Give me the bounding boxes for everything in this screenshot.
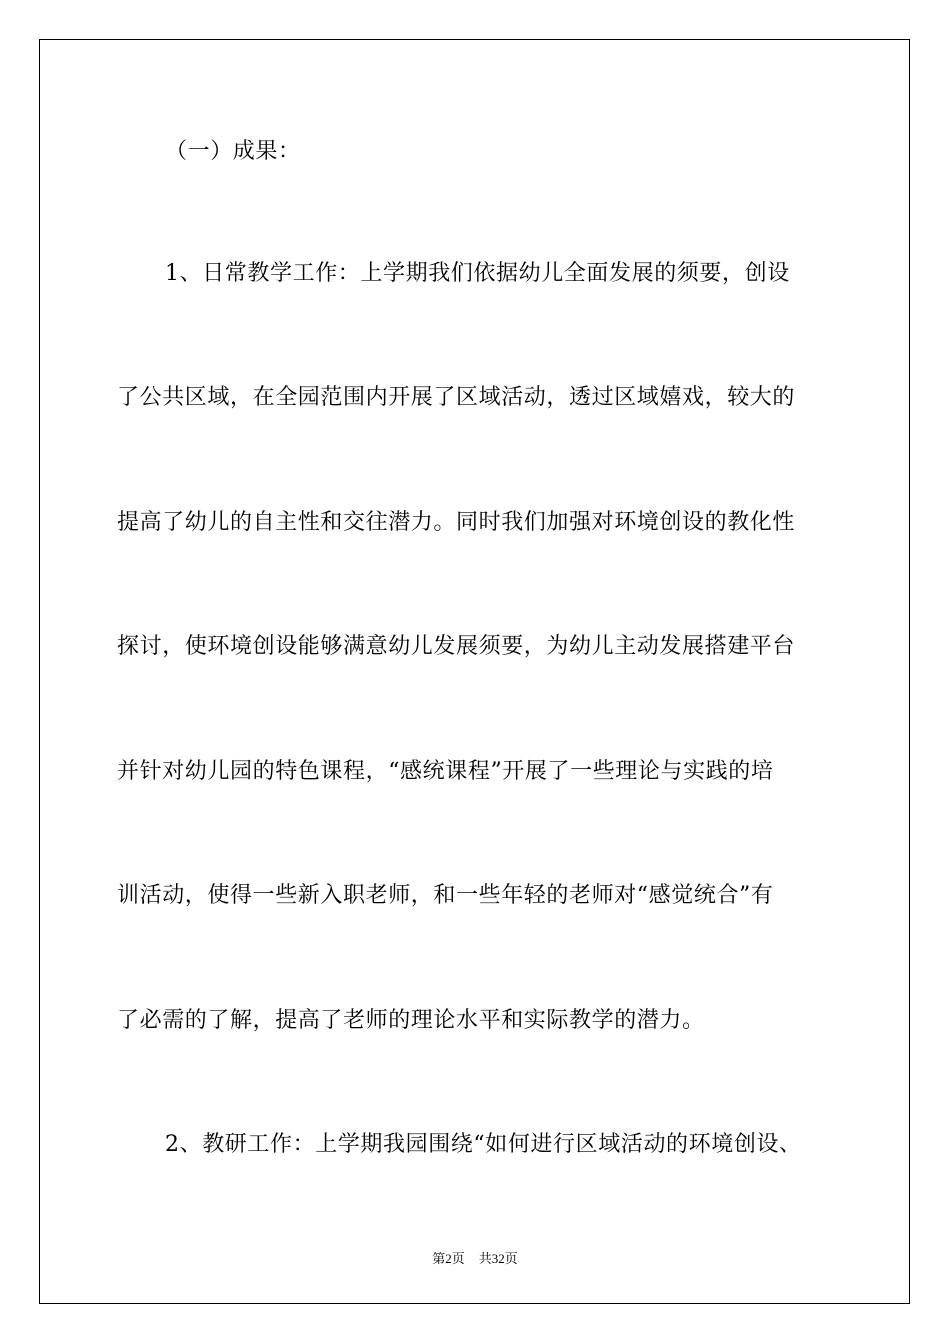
paragraph-line-2: 了公共区域，在全园范围内开展了区域活动，透过区域嬉戏，较大的 (117, 385, 796, 410)
paragraph-line-8: 2、教研工作：上学期我园围绕“如何进行区域活动的环境创设、 (165, 1132, 802, 1157)
page-footer (0, 1248, 950, 1267)
page-number: 第2页 (432, 1251, 465, 1266)
page-total: 共32页 (478, 1251, 518, 1266)
section-heading: （一）成果： (165, 139, 301, 164)
page-border (39, 39, 910, 1304)
paragraph-line-3: 提高了幼儿的自主性和交往潜力。同时我们加强对环境创设的教化性 (117, 510, 796, 535)
paragraph-line-1: 1、日常教学工作：上学期我们依据幼儿全面发展的须要，创设 (165, 261, 790, 286)
paragraph-line-7: 了必需的了解，提高了老师的理论水平和实际教学的潜力。 (117, 1008, 705, 1033)
paragraph-line-5: 并针对幼儿园的特色课程，“感统课程”开展了一些理论与实践的培 (117, 759, 774, 784)
paragraph-line-4: 探讨，使环境创设能够满意幼儿发展须要，为幼儿主动发展搭建平台 (117, 634, 796, 659)
paragraph-line-6: 训活动，使得一些新入职老师，和一些年轻的老师对“感觉统合”有 (117, 883, 774, 908)
